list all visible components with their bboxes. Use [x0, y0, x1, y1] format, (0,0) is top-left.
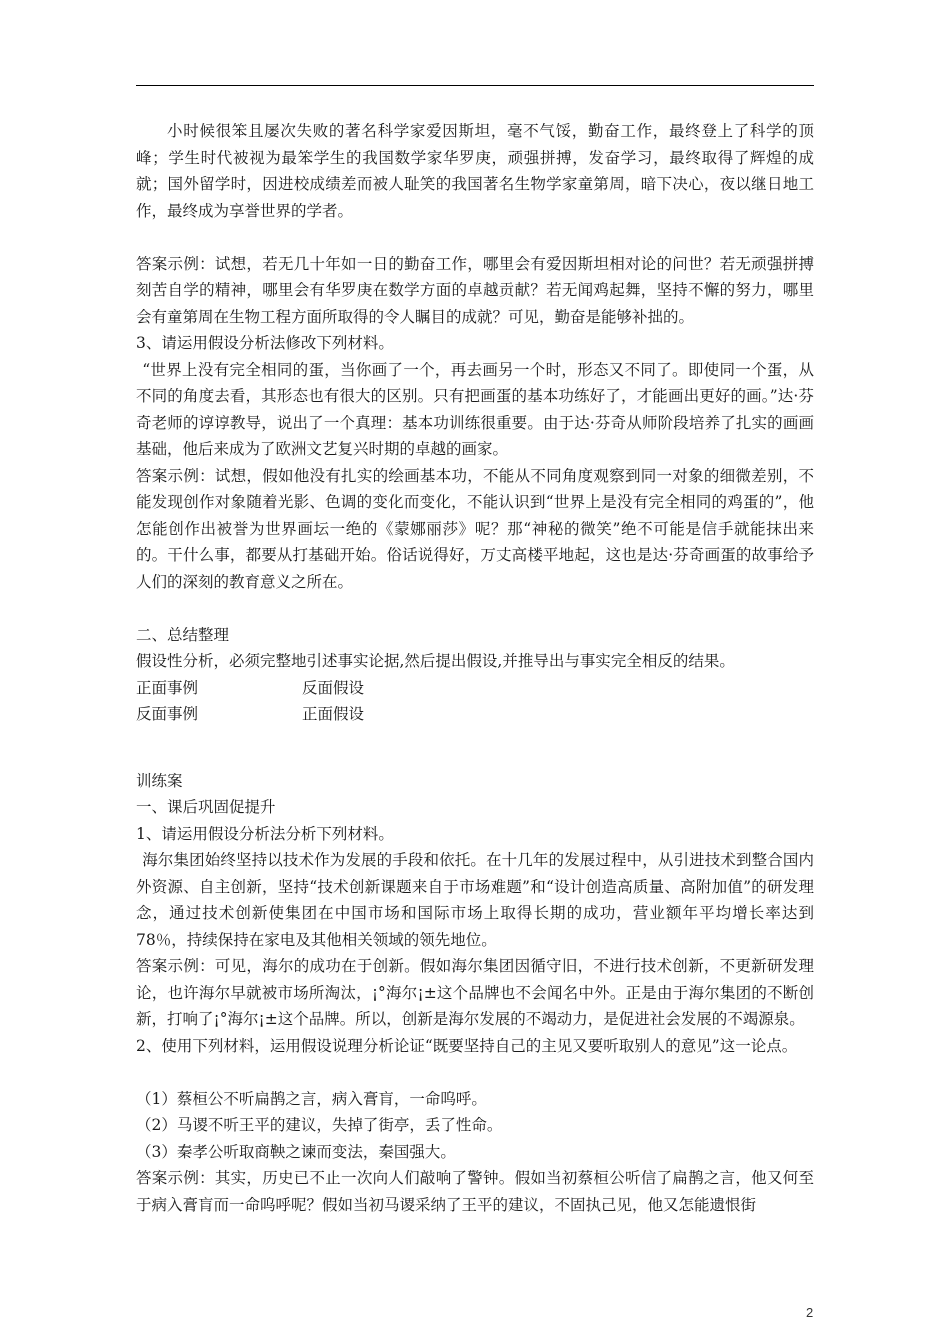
answer-example-1: 答案示例：试想，若无几十年如一日的勤奋工作，哪里会有爱因斯坦相对论的问世？若无顽强拼搏刻苦自学的精神，哪里会有华罗庚在数学方面的卓越贡献？若无闻鸡起舞，坚持不懈的努力，哪里会有童第周在生物工程方面所取得的令人瞩目的成就？可见，勤奋是能够补拙的。 — [136, 254, 814, 326]
summary-row-2-right: 正面假设 — [302, 705, 365, 723]
question-3: 3、请运用假设分析法修改下列材料。 — [136, 334, 394, 352]
answer-example-4: 答案示例：其实，历史已不止一次向人们敲响了警钟。假如当初蔡桓公听信了扁鹊之言，他又何至于病入膏肓而一命呜呼呢？假如当初马谡采纳了王平的建议，不固执己见，他又怎能遗恨街 — [136, 1169, 814, 1214]
summary-row-1-left: 正面事例 — [136, 678, 199, 697]
material-item-1: （1）蔡桓公不听扁鹊之言，病入膏肓，一命呜呼。 — [136, 1089, 487, 1108]
document-body — [136, 118, 814, 1218]
question-1: 1、请运用假设分析法分析下列材料。 — [136, 824, 394, 843]
summary-row-1-right: 反面假设 — [302, 678, 365, 697]
summary-row-2-left: 反面事例 — [136, 705, 199, 723]
material-item-3: （3）秦孝公听取商鞅之谏而变法，秦国强大。 — [136, 1142, 456, 1161]
question-2: 2、使用下列材料，运用假设说理分析论证“既要坚持自己的主见又要听取别人的意见”这一论点。 — [136, 1036, 798, 1055]
summary-row-2 — [136, 701, 814, 728]
section-summary-heading: 二、总结整理 — [136, 625, 230, 644]
section-consolidation-heading: 一、课后巩固促提升 — [136, 798, 276, 816]
page-number: 2 — [806, 1305, 814, 1320]
paragraph-examples: 小时候很笨且屡次失败的著名科学家爱因斯坦，毫不气馁，勤奋工作，最终登上了科学的顶峰；学生时代被视为最笨学生的我国数学家华罗庚，顽强拼搏，发奋学习，最终取得了辉煌的成就；国外留学时，因进校成绩差而被人耻笑的我国著名生物学家童第周，暗下决心，夜以继日地工作，最终成为享誉世界的学者。 — [136, 122, 814, 220]
header-rule — [136, 85, 814, 86]
material-item-2: （2）马谡不听王平的建议，失掉了街亭，丢了性命。 — [136, 1116, 503, 1134]
material-davinci: “世界上没有完全相同的蛋，当你画了一个，再去画另一个时，形态又不同了。即使同一个蛋，从不同的角度去看，其形态也有很大的区别。只有把画蛋的基本功练好了，才能画出更好的画。”达·芬奇老师的谆谆教导，说出了一个真理：基本功训练很重要。由于达·芬奇从师阶段培养了扎实的画画基础，他后来成为了欧洲文艺复兴时期的卓越的画家。 — [136, 360, 814, 458]
material-haier: 海尔集团始终坚持以技术作为发展的手段和依托。在十几年的发展过程中，从引进技术到整合国内外资源、自主创新，坚持“技术创新课题来自于市场难题”和“设计创造高质量、高附加值”的研发理念，通过技术创新使集团在中国市场和国际市场上取得长期的成功，营业额年平均增长率达到78％，持续保持在家电及其他相关领域的领先地位。 — [136, 851, 814, 949]
summary-row-1 — [136, 675, 814, 702]
training-heading: 训练案 — [136, 771, 183, 790]
answer-example-2: 答案示例：试想，假如他没有扎实的绘画基本功，不能从不同角度观察到同一对象的细微差别，不能发现创作对象随着光影、色调的变化而变化，不能认识到“世界上是没有完全相同的鸡蛋的”，他怎能创作出被誉为世界画坛一绝的《蒙娜丽莎》呢？那“神秘的微笑”绝不可能是信手就能抹出来的。干什么事，都要从打基础开始。俗话说得好，万丈高楼平地起，这也是达·芬奇画蛋的故事给予人们的深刻的教育意义之所在。 — [136, 466, 814, 591]
answer-example-3: 答案示例：可见，海尔的成功在于创新。假如海尔集团因循守旧，不进行技术创新，不更新研发理论，也许海尔早就被市场所淘汰，¡°海尔¡±这个品牌也不会闻名中外。正是由于海尔集团的不断创新，打响了¡°海尔¡±这个品牌。所以，创新是海尔发展的不竭动力，是促进社会发展的不竭源泉。 — [136, 957, 814, 1028]
summary-text: 假设性分析，必须完整地引述事实论据,然后提出假设,并推导出与事实完全相反的结果。 — [136, 652, 735, 670]
